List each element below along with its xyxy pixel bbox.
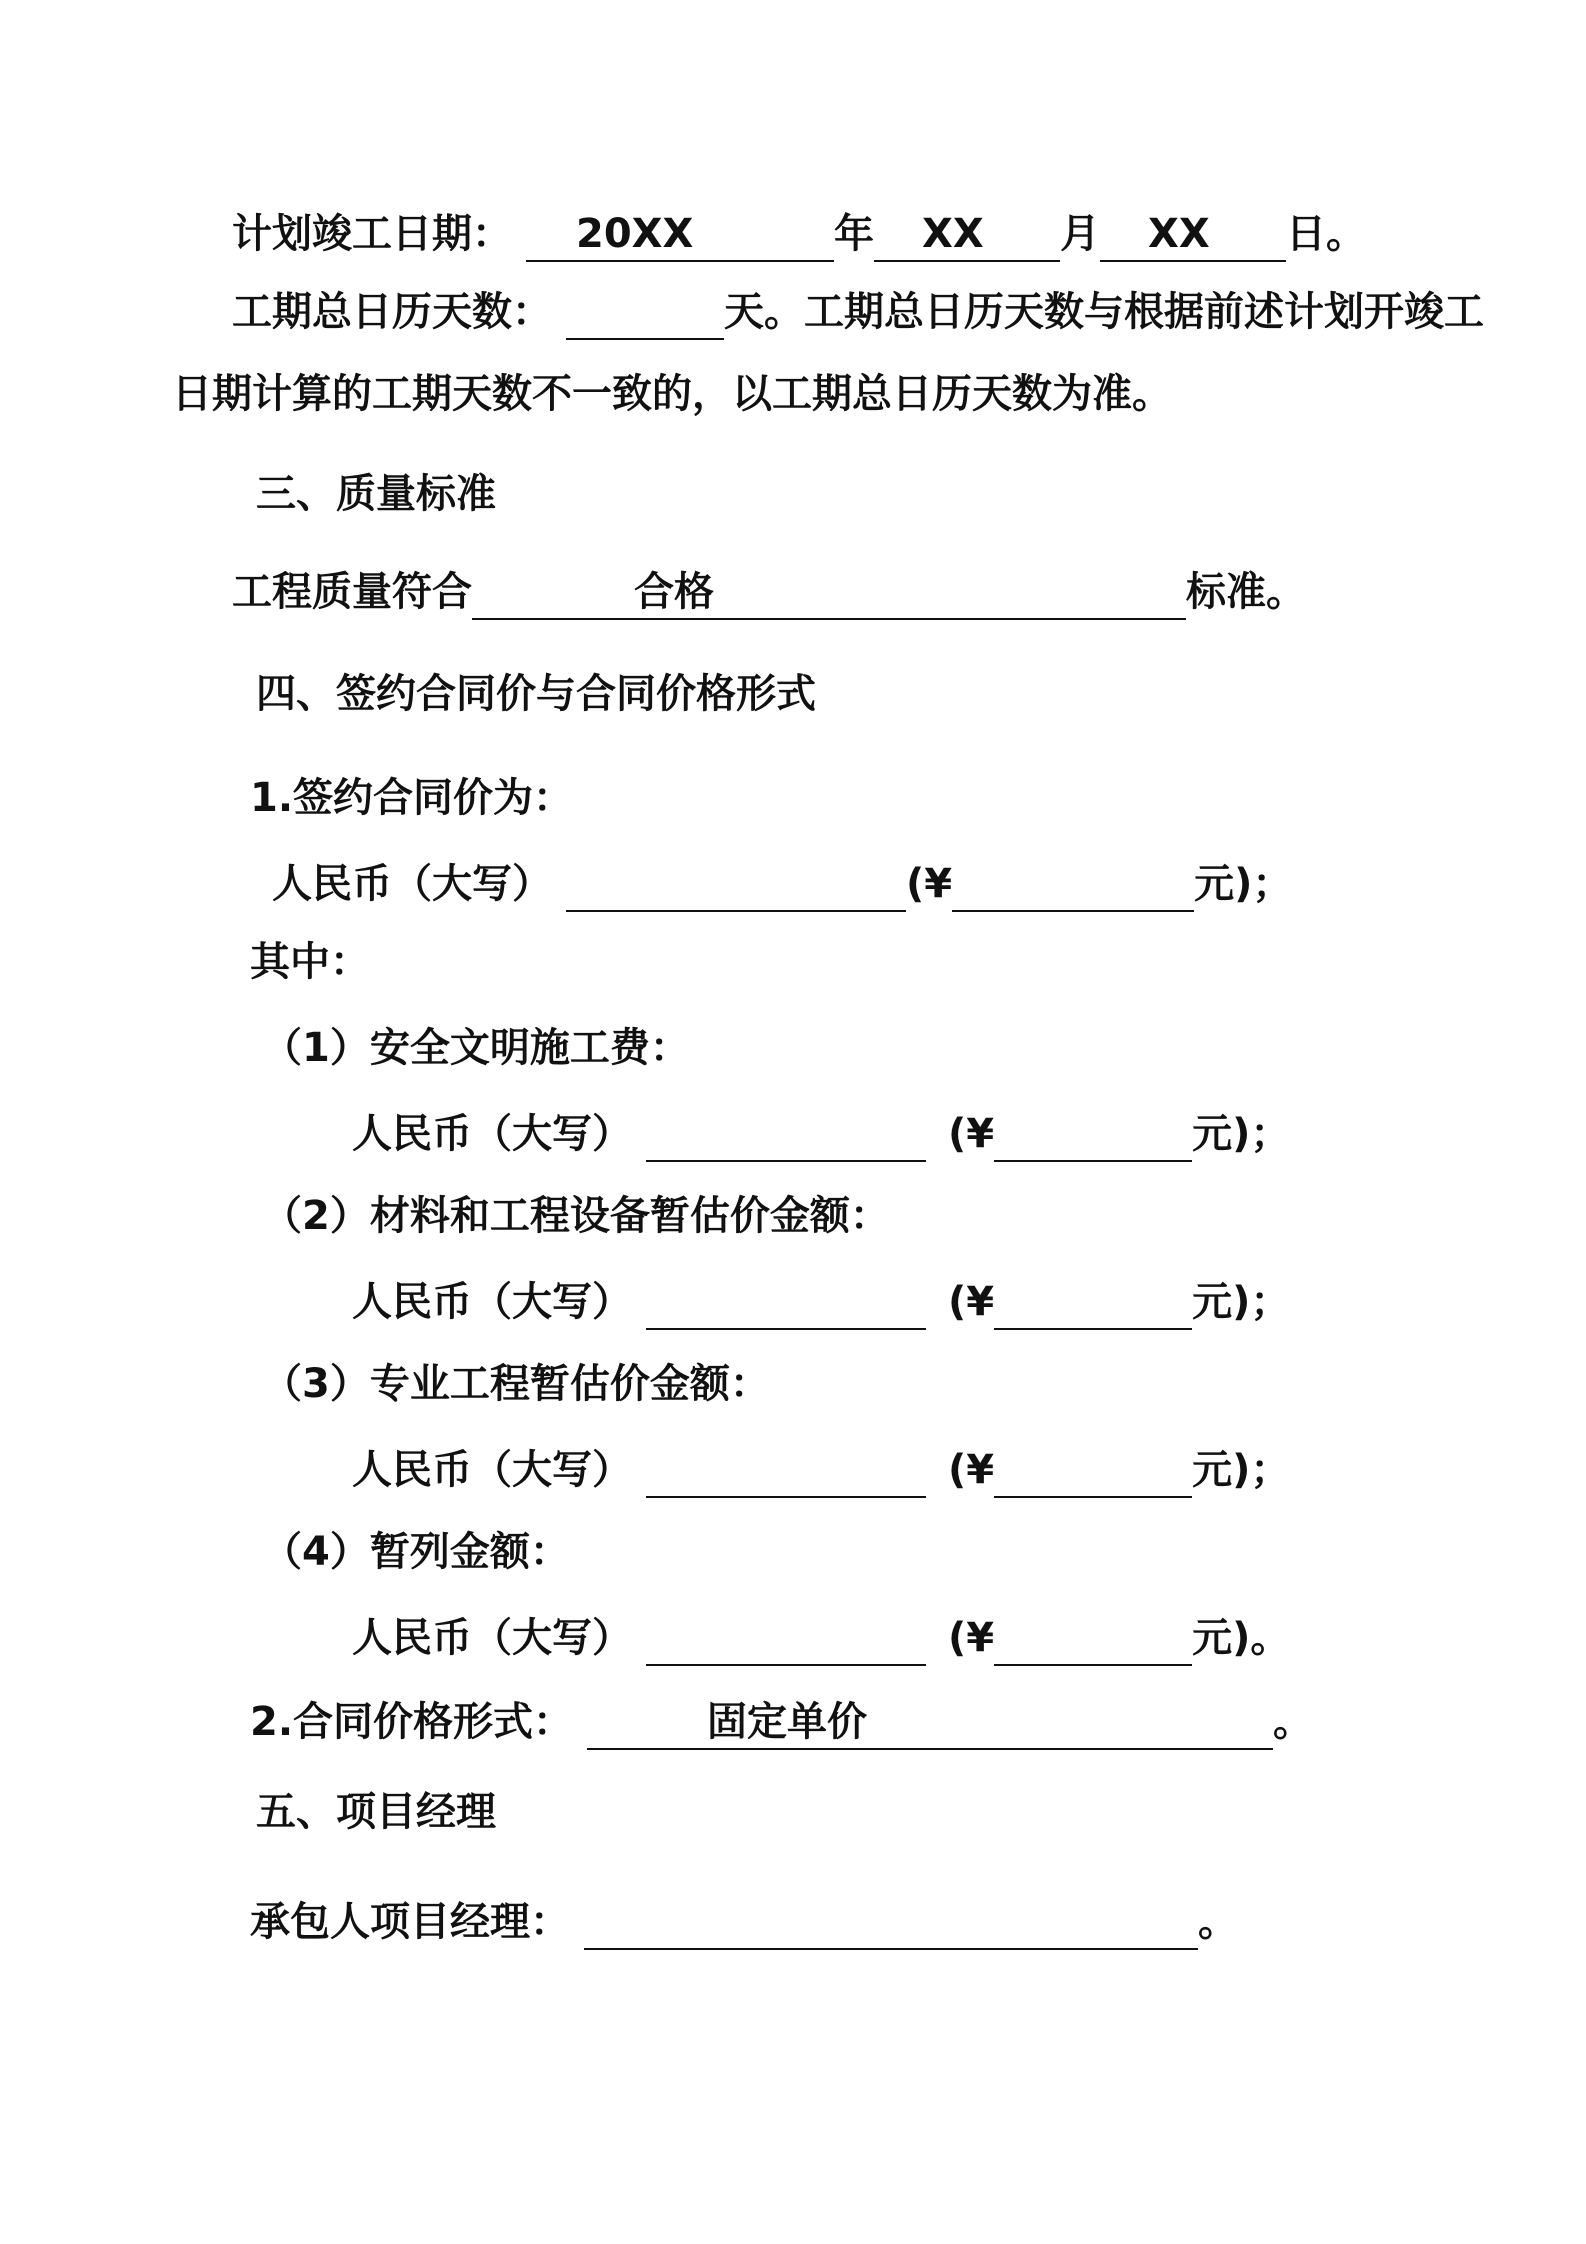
contract-price-label-line bbox=[250, 770, 573, 826]
year-value: 20XX bbox=[576, 211, 694, 257]
rmb-uppercase-field[interactable] bbox=[646, 1106, 926, 1162]
price-form-value: 固定单价 bbox=[707, 1699, 868, 1745]
item-3-label-line bbox=[262, 1356, 770, 1412]
rmb-uppercase-field[interactable] bbox=[646, 1274, 926, 1330]
yuan-close: 元)； bbox=[1192, 1111, 1291, 1157]
total-days-field[interactable] bbox=[566, 284, 724, 340]
item-2-label-line bbox=[262, 1188, 890, 1244]
rmb-label: 人民币（大写） bbox=[352, 1279, 632, 1325]
yuan-close: 元)； bbox=[1192, 1279, 1291, 1325]
item-1-amount-line bbox=[352, 1106, 1290, 1162]
total-days-line bbox=[232, 284, 1484, 340]
price-form-line bbox=[250, 1694, 1313, 1750]
manager-label: 承包人项目经理： bbox=[250, 1899, 570, 1945]
price-form-field[interactable] bbox=[587, 1694, 1273, 1750]
item-1-label-line bbox=[262, 1020, 690, 1076]
manager-name-field[interactable] bbox=[584, 1894, 1198, 1950]
rmb-uppercase-field[interactable] bbox=[566, 856, 906, 912]
rmb-uppercase-field[interactable] bbox=[646, 1610, 926, 1666]
manager-line bbox=[250, 1894, 1238, 1950]
item-3-label: （3）专业工程暂估价金额： bbox=[262, 1361, 770, 1407]
yen-amount-field[interactable] bbox=[994, 1442, 1192, 1498]
price-form-label: 2.合同价格形式： bbox=[250, 1699, 574, 1745]
yen-amount-field[interactable] bbox=[994, 1274, 1192, 1330]
price-heading: 四、签约合同价与合同价格形式 bbox=[256, 671, 816, 717]
quality-heading: 三、质量标准 bbox=[256, 471, 496, 517]
day-value: XX bbox=[1148, 211, 1210, 257]
yen-open: (¥ bbox=[948, 1279, 995, 1325]
contract-price-label: 1.签约合同价为： bbox=[250, 775, 574, 821]
item-3-amount-line bbox=[352, 1442, 1290, 1498]
yen-amount-field[interactable] bbox=[994, 1106, 1192, 1162]
yen-open: (¥ bbox=[948, 1111, 995, 1157]
rmb-label: 人民币（大写） bbox=[352, 1615, 632, 1661]
yuan-close: 元)； bbox=[1194, 861, 1293, 907]
yen-open: (¥ bbox=[948, 1615, 995, 1661]
item-2-amount-line bbox=[352, 1274, 1290, 1330]
month-field[interactable] bbox=[874, 206, 1060, 262]
quality-value: 合格 bbox=[634, 569, 714, 615]
item-4-amount-line bbox=[352, 1610, 1290, 1666]
rmb-label: 人民币（大写） bbox=[352, 1447, 632, 1493]
total-days-label: 工期总日历天数： bbox=[232, 289, 552, 335]
among-label: 其中： bbox=[250, 939, 370, 985]
total-days-note-continued: 日期计算的工期天数不一致的，以工期总日历天数为准。 bbox=[172, 371, 1172, 417]
total-days-note-line bbox=[172, 366, 1172, 422]
item-4-label: （4）暂列金额： bbox=[262, 1529, 570, 1575]
quality-prefix: 工程质量符合 bbox=[232, 569, 472, 615]
day-unit: 日。 bbox=[1286, 211, 1366, 257]
yen-amount-field[interactable] bbox=[952, 856, 1194, 912]
contract-price-line bbox=[272, 856, 1292, 912]
month-unit: 月 bbox=[1060, 211, 1100, 257]
yuan-close: 元)。 bbox=[1192, 1615, 1291, 1661]
year-unit: 年 bbox=[834, 211, 874, 257]
yuan-close: 元)； bbox=[1192, 1447, 1291, 1493]
among-line bbox=[250, 934, 370, 990]
quality-suffix: 标准。 bbox=[1186, 569, 1306, 615]
rmb-label: 人民币（大写） bbox=[272, 861, 552, 907]
year-field[interactable] bbox=[526, 206, 834, 262]
item-4-label-line bbox=[262, 1524, 570, 1580]
rmb-uppercase-field[interactable] bbox=[646, 1442, 926, 1498]
manager-heading: 五、项目经理 bbox=[256, 1789, 496, 1835]
quality-line bbox=[232, 564, 1306, 620]
item-2-label: （2）材料和工程设备暂估价金额： bbox=[262, 1193, 890, 1239]
price-form-suffix: 。 bbox=[1273, 1699, 1314, 1745]
manager-suffix: 。 bbox=[1198, 1899, 1238, 1945]
month-value: XX bbox=[922, 211, 984, 257]
total-days-note: 天。工期总日历天数与根据前述计划开竣工 bbox=[724, 289, 1484, 335]
item-1-label: （1）安全文明施工费： bbox=[262, 1025, 690, 1071]
day-field[interactable] bbox=[1100, 206, 1286, 262]
rmb-label: 人民币（大写） bbox=[352, 1111, 632, 1157]
yen-amount-field[interactable] bbox=[994, 1610, 1192, 1666]
yen-open: (¥ bbox=[948, 1447, 995, 1493]
quality-field[interactable] bbox=[472, 564, 1186, 620]
completion-date-line bbox=[232, 206, 1366, 262]
completion-date-label: 计划竣工日期： bbox=[232, 211, 512, 257]
yen-open: (¥ bbox=[906, 861, 953, 907]
